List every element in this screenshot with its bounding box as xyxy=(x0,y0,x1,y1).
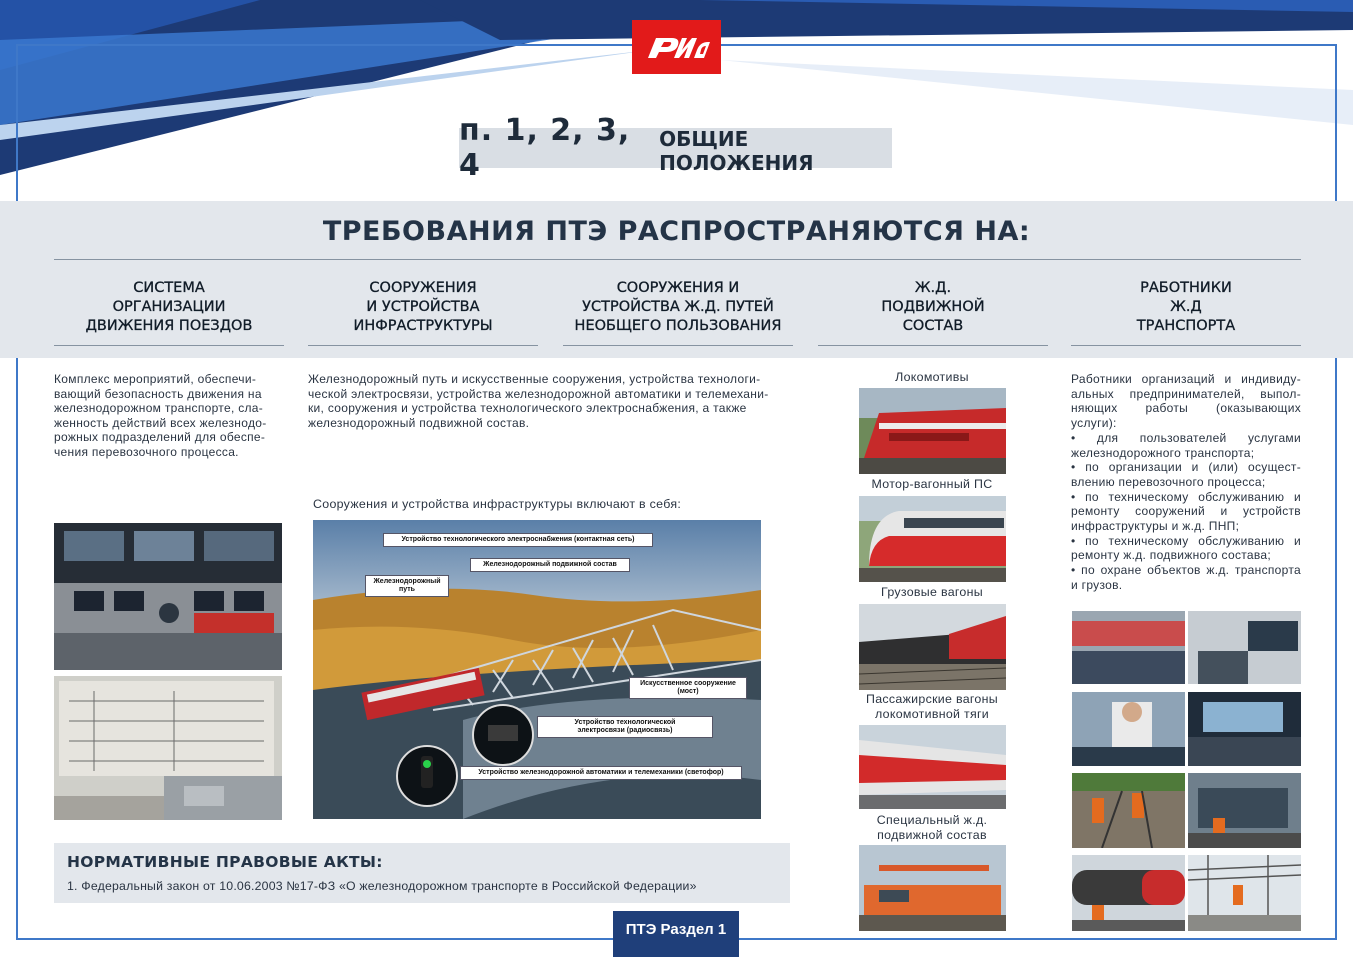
bridge-label-radio: Устройство технологической электросвязи (радиосвязь) xyxy=(537,716,713,738)
requirements-heading: ТРЕБОВАНИЯ ПТЭ РАСПРОСТРАНЯЮТСЯ НА: xyxy=(322,216,1031,247)
section-words: ОБЩИЕ ПОЛОЖЕНИЯ xyxy=(659,127,814,175)
bridge-label-signal: Устройство железнодорожной автоматики и телемеханики (светофор) xyxy=(460,766,742,780)
rzd-logo-icon xyxy=(642,32,712,62)
worker-photo-dispatcher xyxy=(1188,611,1301,684)
traffic-system-description: Комплекс мероприятий, обеспечи- вающий безопасность движения на железнодорожном транспорте, сла- женность действий всех железнодо- рожных подразделений для обеспе- чения перевозочного процесса. xyxy=(54,372,267,459)
category-infrastructure: СООРУЖЕНИЯ И УСТРОЙСТВА ИНФРАСТРУКТУРЫ xyxy=(308,274,538,346)
section-footer-tab xyxy=(613,911,739,957)
worker-photo-staff-line xyxy=(1072,611,1185,684)
worker-photo-cab xyxy=(1188,692,1301,766)
legal-act-item: 1. Федеральный закон от 10.06.2003 №17-ФЗ «О железнодорожном транспорте в Российской Федерации» xyxy=(67,879,697,893)
emu-photo xyxy=(859,496,1006,582)
category-rolling-stock: Ж.Д. ПОДВИЖНОЙ СОСТАВ xyxy=(818,274,1048,346)
passenger-cars-photo xyxy=(859,725,1006,809)
heading-divider xyxy=(54,259,1301,260)
rzd-logo xyxy=(632,20,721,74)
category-workers: РАБОТНИКИ Ж.Д ТРАНСПОРТА xyxy=(1071,274,1301,346)
infrastructure-description: Железнодорожный путь и искусственные сооружения, устройства технологи- ческой электросвязи, устройства железнодорожной автоматики и телемехани- ки, сооружения и устройства технологического электроснабжения, а также железнодорожный подвижной состав. xyxy=(308,372,769,430)
infrastructure-caption: Сооружения и устройства инфраструктуры включают в себя: xyxy=(313,497,682,511)
bridge-label-bridge: Искусственное сооружение (мост) xyxy=(629,677,747,699)
caption-locomotives: Локомотивы xyxy=(895,370,969,384)
worker-photo-track-repair xyxy=(1072,773,1185,848)
dispatch-panel-photo xyxy=(54,676,282,820)
locomotive-photo xyxy=(859,388,1006,474)
worker-photo-driver xyxy=(1072,692,1185,766)
worker-photo-tank-cars xyxy=(1072,855,1185,931)
bridge-label-catenary: Устройство технологического электроснабжения (контактная сеть) xyxy=(383,533,653,547)
workers-item: • по техническому обслуживанию и ремонту ж.д. подвижного состава; xyxy=(1071,533,1301,563)
workers-item: • по охране объектов ж.д. транспорта и грузов. xyxy=(1071,563,1301,592)
category-private-tracks: СООРУЖЕНИЯ И УСТРОЙСТВА Ж.Д. ПУТЕЙ НЕОБЩЕГО ПОЛЬЗОВАНИЯ xyxy=(563,274,793,346)
caption-special-rolling-stock: Специальный ж.д. подвижной состав xyxy=(876,813,988,842)
section-numbers: п. 1, 2, 3, 4 xyxy=(459,113,631,183)
bridge-label-rolling-stock: Железнодорожный подвижной состав xyxy=(470,558,630,572)
caption-freight-cars: Грузовые вагоны xyxy=(881,585,983,599)
bridge-label-track: Железнодорожный путь xyxy=(365,575,449,597)
caption-passenger-cars: Пассажирские вагоны локомотивной тяги xyxy=(866,692,998,721)
workers-item: • для пользователей услугами железнодорожного транспорта; xyxy=(1071,430,1301,460)
control-room-photo xyxy=(54,523,282,670)
legal-acts-title: НОРМАТИВНЫЕ ПРАВОВЫЕ АКТЫ: xyxy=(67,853,383,871)
workers-item: • по организации и (или) осущест-влению перевозочного процесса; xyxy=(1071,460,1301,489)
caption-multiple-units: Мотор-вагонный ПС xyxy=(871,477,993,491)
special-rolling-stock-photo xyxy=(859,845,1006,931)
legal-acts-block xyxy=(54,843,790,903)
worker-photo-catenary xyxy=(1188,855,1301,931)
workers-item: • по техническому обслуживанию и ремонту сооружений и устройств инфраструктуры и ж.д. ПНП; xyxy=(1071,489,1301,534)
freight-cars-photo xyxy=(859,604,1006,690)
section-footer-label: ПТЭ Раздел 1 xyxy=(625,920,727,938)
workers-description xyxy=(1071,372,1301,593)
category-traffic-system: СИСТЕМА ОРГАНИЗАЦИИ ДВИЖЕНИЯ ПОЕЗДОВ xyxy=(54,274,284,346)
section-title xyxy=(459,113,892,183)
workers-intro: Работники организаций и индивиду-альных предпринимателей, выпол-няющих работы (оказывающих услуги): xyxy=(1071,372,1301,431)
worker-photo-depot xyxy=(1188,773,1301,848)
